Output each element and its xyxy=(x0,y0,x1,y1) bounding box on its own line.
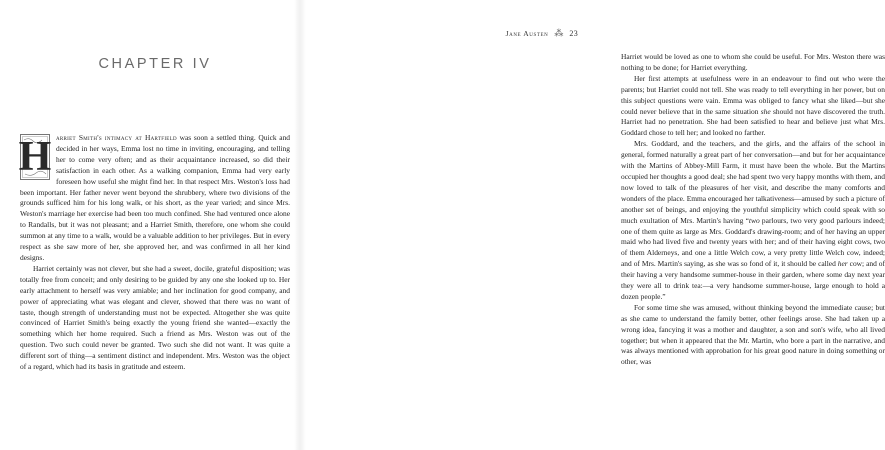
paragraph xyxy=(621,74,885,139)
text-run: cow; and of their having a very handsome summer-house in their garden, where some day next year they were all to drink tea:—a very handsome summer-house, large enough to hold a dozen people.” xyxy=(621,259,885,301)
right-text-column xyxy=(621,52,885,368)
page-number: 23 xyxy=(569,29,578,38)
dropcap-ornament-icon xyxy=(20,134,50,180)
emphasis: she xyxy=(760,106,771,116)
left-text-column xyxy=(20,133,290,373)
header-author: Jane Austen xyxy=(505,29,549,38)
emphasis: her xyxy=(837,259,848,269)
emphasis: two xyxy=(748,215,760,225)
first-paragraph-lead: arriet Smith's intimacy at Hartfield xyxy=(56,133,177,142)
running-header xyxy=(506,28,578,39)
continued-paragraph: Harriet would be loved as one to whom she could be useful. For Mrs. Weston there was nothing to be done; for Harriet everything. xyxy=(621,52,885,72)
paragraph: For some time she was amused, without thinking beyond the immediate cause; but as she came to understand the family better, other feelings arose. She had taken up a wrong idea, fancying it was a mother and daughter, a son and son's wife, who all lived together; but when it appeared that the Mr. Martin, who bore a part in the narrative, and was always mentioned with approbation for his great good nature in doing something or other, was xyxy=(621,302,885,367)
left-page xyxy=(0,0,300,450)
text-run: parlours, two very good parlours indeed; one of them quite as large as Mrs. Goddard's drawing-room; and of her having an upper maid who had lived five and twenty years with her; and of their having eight cows, two of them Alderneys, and one a little Welch cow, a very pretty little Welch cow, indeed; and of Mrs. Martin's saying, as she was so fond of it, it should be called xyxy=(621,215,885,269)
first-paragraph xyxy=(20,133,290,264)
first-paragraph-text: was soon a settled thing. Quick and decided in her ways, Emma lost no time in inviting, encouraging, and telling her to come very often; and as their acquaintance increased, so did their satisfaction in each other. As a walking companion, Emma had very early foreseen how useful she might find her. In that respect Mrs. Weston's loss had been important. Her father never went beyond the shrubbery, where two divisions of the grounds sufficed him for his long walk, or his short, as the year varied; and since Mrs. Weston's marriage her exercise had been too much confined. She had ventured once alone to Randalls, but it was not pleasant; and a Harriet Smith, therefore, one whom she could summon at any time to a walk, would be a valuable addition to her privileges. But in every respect as she saw more of her, she approved her, and was confirmed in all her kind designs. xyxy=(20,133,291,262)
chapter-title: CHAPTER IV xyxy=(98,56,212,72)
dropcap-letter: H xyxy=(18,134,52,180)
paragraph xyxy=(621,139,885,303)
header-ornament-icon: ⁂ xyxy=(554,28,564,38)
right-page xyxy=(300,0,885,450)
text-run: Mrs. Goddard, and the teachers, and the girls, and the affairs of the school in general, formed naturally a great part of her conversation—and but for her acquaintance with the Martins of Abbey-Mill Farm, it must have been the whole. But the Martins occupied her thoughts a good deal; she had spent two very happy months with them, and now loved to talk of the pleasures of her visit, and describe the many comforts and wonders of the place. Emma encouraged her talkativeness—amused by such a picture of another set of beings, and enjoying the youthful simplicity which could speak with so much exultation of Mrs. Martin's having “ xyxy=(621,139,885,225)
paragraph: Harriet certainly was not clever, but she had a sweet, docile, grateful disposition; was totally free from conceit; and only desiring to be guided by any one she looked up to. Her early attachment to herself was very amiable; and her inclination for good company, and power of appreciating what was elegant and clever, showed that there was no want of taste, though strength of understanding must not be expected. Altogether she was quite convinced of Harriet Smith's being exactly the young friend she wanted—exactly the something which her home required. Such a friend as Mrs. Weston was out of the question. Two such could never be granted. Two such she did not want. It was quite a different sort of thing—a sentiment distinct and independent. Mrs. Weston was the object of a regard, which had its basis in gratitude and esteem. xyxy=(20,263,290,372)
text-run: should not have discovered the truth. Harriet had no penetration. She had been satisfied to hear and believe just what Mrs. Goddard chose to tell her; and looked no farther. xyxy=(621,106,885,138)
text-run: Her first attempts at usefulness were in an endeavour to find out who were the parents; but Harriet could not tell. She was ready to tell everything in her power, but on this subject questions were vain. Emma was obliged to fancy what she liked—but she could never believe that in the same situation xyxy=(621,73,885,116)
